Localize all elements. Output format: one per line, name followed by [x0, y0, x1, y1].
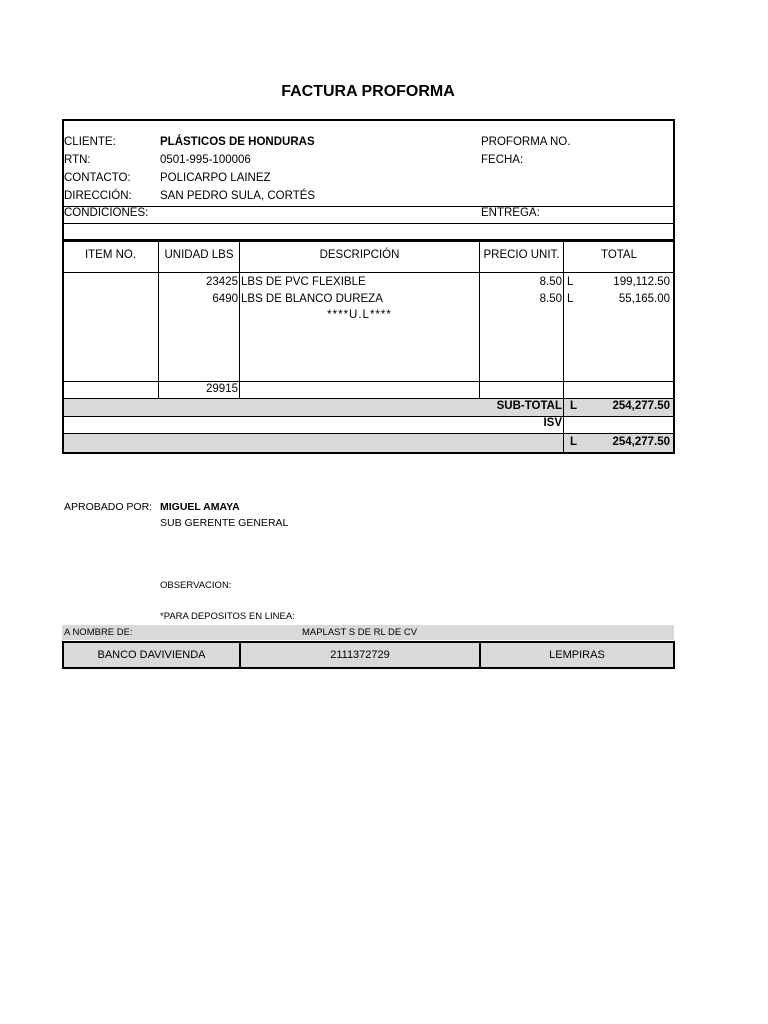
cliente-value: PLÁSTICOS DE HONDURAS: [160, 136, 315, 148]
column-divider: [158, 241, 159, 398]
header-item-no: ITEM NO.: [84, 249, 137, 261]
row-1-unidad: 23425: [206, 276, 238, 288]
row-1-currency: L: [567, 276, 574, 288]
fecha-label: FECHA:: [481, 154, 524, 166]
grand-total-value: 254,277.50: [612, 436, 670, 448]
observacion-label: OBSERVACION:: [160, 580, 232, 591]
subtotal-currency: L: [570, 400, 578, 412]
nombre-label: A NOMBRE DE:: [64, 627, 133, 638]
account-number: 2111372729: [330, 649, 390, 661]
total-units: 29915: [206, 383, 238, 395]
divider: [63, 416, 674, 417]
row-1-total: 199,112.50: [613, 276, 670, 288]
divider: [63, 433, 674, 434]
aprobado-label: APROBADO POR:: [64, 501, 153, 513]
contacto-label: CONTACTO:: [64, 172, 131, 184]
direccion-value: SAN PEDRO SULA, CORTÉS: [160, 190, 316, 202]
bank-name: BANCO DAVIVIENDA: [97, 649, 206, 661]
table-header-divider: [63, 272, 674, 273]
page-title: FACTURA PROFORMA: [281, 83, 455, 100]
approver-position: SUB GERENTE GENERAL: [160, 517, 289, 529]
proforma-label: PROFORMA NO.: [481, 136, 571, 148]
nombre-value: MAPLAST S DE RL DE CV: [301, 627, 418, 638]
column-divider: [563, 241, 564, 453]
bank-name-cell: [62, 641, 241, 669]
rtn-value: 0501-995-100006: [160, 154, 251, 166]
divider: [63, 381, 674, 382]
cliente-label: CLIENTE:: [64, 136, 116, 148]
subtotal-value: 254,277.50: [612, 400, 670, 412]
column-divider: [479, 241, 480, 398]
ul-note: ****U.L****: [327, 309, 392, 321]
row-2-descripcion: LBS DE BLANCO DUREZA: [241, 293, 383, 305]
bank-currency: LEMPIRAS: [549, 649, 605, 661]
header-descripcion: DESCRIPCIÓN: [319, 249, 400, 261]
contacto-value: POLICARPO LAINEZ: [160, 172, 271, 184]
direccion-label: DIRECCIÓN:: [64, 190, 132, 202]
header-total: TOTAL: [601, 249, 637, 261]
subtotal-label: SUB-TOTAL: [496, 400, 562, 412]
isv-label: ISV: [543, 417, 562, 429]
row-2-precio: 8.50: [539, 293, 562, 305]
grand-total-currency: L: [570, 436, 578, 448]
header-unidad-lbs: UNIDAD LBS: [164, 249, 234, 261]
account-cell: [239, 641, 481, 669]
rtn-label: RTN:: [64, 154, 91, 166]
approver-name: MIGUEL AMAYA: [160, 501, 240, 513]
currency-cell: [479, 641, 675, 669]
depositos-label: *PARA DEPOSITOS EN LINEA:: [160, 611, 295, 622]
row-2-currency: L: [567, 293, 574, 305]
condiciones-label: CONDICIONES:: [64, 207, 149, 219]
row-2-total: 55,165.00: [618, 293, 670, 305]
divider: [63, 223, 674, 224]
entrega-label: ENTREGA:: [481, 207, 540, 219]
row-1-descripcion: LBS DE PVC FLEXIBLE: [241, 276, 366, 288]
row-1-precio: 8.50: [539, 276, 562, 288]
divider: [63, 398, 674, 399]
row-2-unidad: 6490: [212, 293, 238, 305]
header-precio-unit: PRECIO UNIT.: [483, 249, 560, 261]
divider: [63, 206, 674, 207]
